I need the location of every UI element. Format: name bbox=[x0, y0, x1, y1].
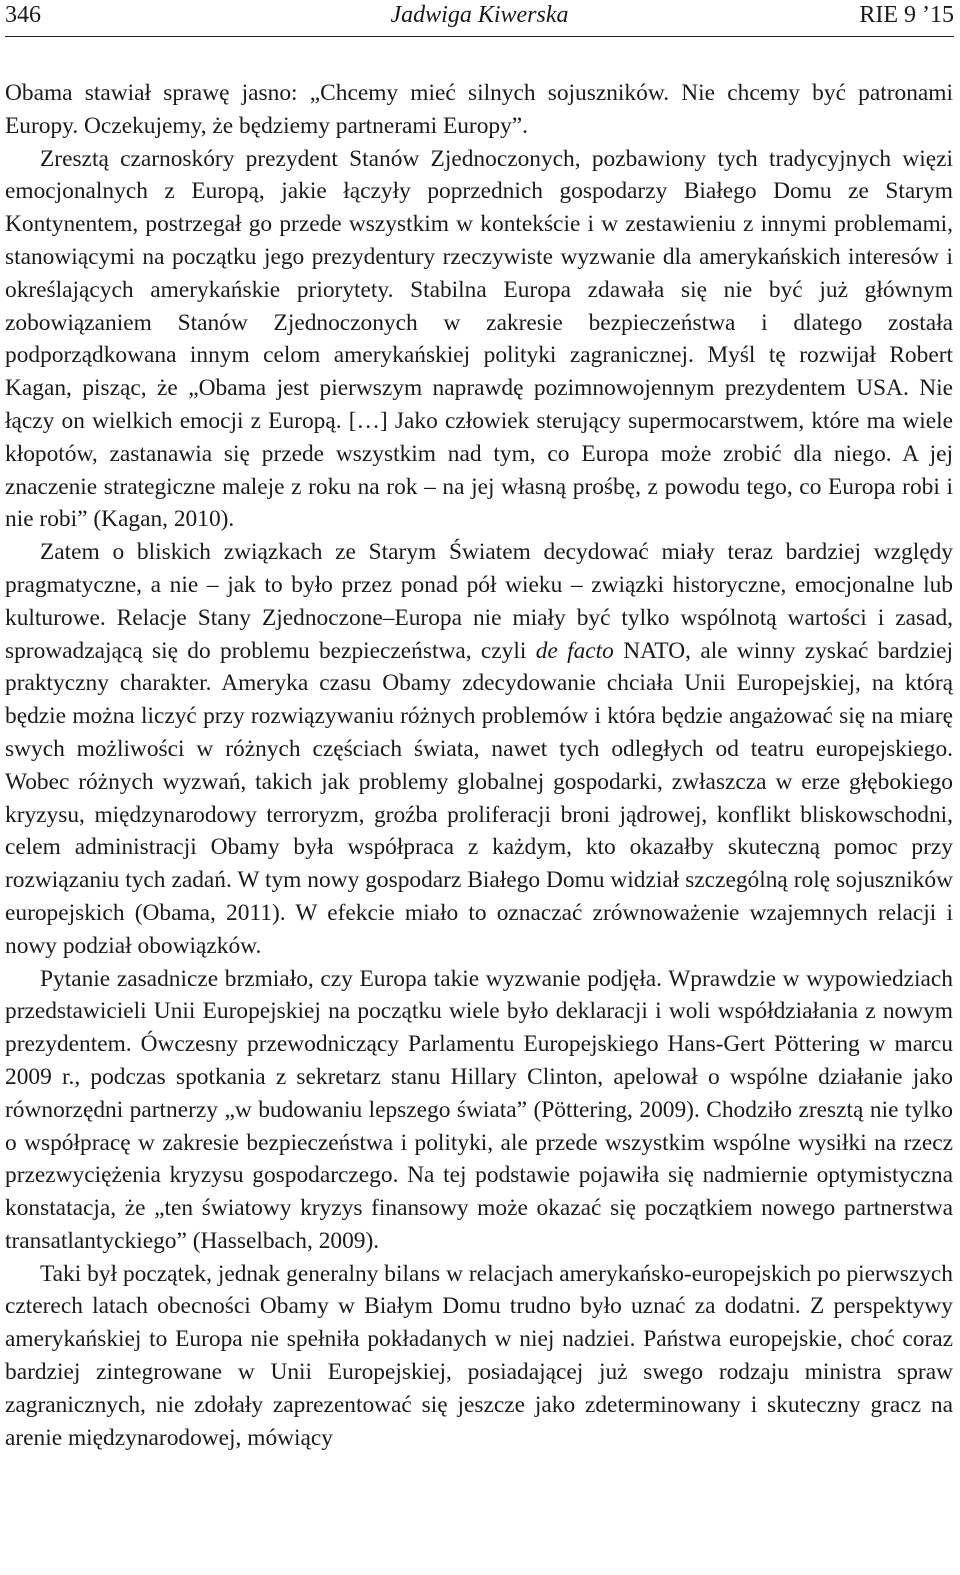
paragraph-3 bbox=[5, 536, 953, 962]
page-number: 346 bbox=[5, 2, 41, 28]
page-header bbox=[5, 0, 954, 34]
paragraph-5: Taki był początek, jednak generalny bilans w relacjach amerykańsko-europejskich po pierwszych czterech latach obecności Obamy w Białym Domu trudno było uznać za dodatni. Z perspektywy amerykańskiej to Europa nie spełniła pokładanych w niej nadziei. Państwa europejskie, choć coraz bardziej zintegrowane w Unii Europejskiej, posiadającej już swego rodzaju ministra spraw zagranicznych, nie zdołały zaprezentować się jeszcze jako zdeterminowany i skuteczny gracz na arenie międzynarodowej, mówiący bbox=[5, 1260, 953, 1451]
paragraph-3-italic-term: de facto bbox=[535, 637, 614, 664]
paragraph-1: Obama stawiał sprawę jasno: „Chcemy mieć silnych sojuszników. Nie chcemy być patronami Europy. Oczekujemy, że będziemy partnerami Europy”. bbox=[5, 80, 953, 139]
running-head-author: Jadwiga Kiwerska bbox=[390, 2, 569, 28]
running-head-journal: RIE 9 ’15 bbox=[859, 2, 954, 28]
header-rule bbox=[5, 36, 954, 37]
article-body bbox=[5, 77, 953, 1454]
paragraph-3-part-1: Zatem o bliskich związkach ze Starym Światem decydować miały teraz bardziej względy pragmatyczne, a nie – jak to było przez ponad pół wieku – związki historyczne, emocjonalne lub kulturowe. Relacje Stany Zjednoczone–Europa nie miały być tylko wspólnotą wartości i zasad, sprowadzającą się do problemu bezpieczeństwa, czyli bbox=[5, 539, 953, 664]
paragraph-2: Zresztą czarnoskóry prezydent Stanów Zjednoczonych, pozbawiony tych tradycyjnych więzi emocjonalnych z Europą, jakie łączyły poprzednich gospodarzy Białego Domu ze Starym Kontynentem, postrzegał go przede wszystkim w kontekście i w zestawieniu z innymi problemami, stanowiącymi na początku jego prezydentury rzeczywiste wyzwanie dla amerykańskich interesów i określających amerykańskie priorytety. Stabilna Europa zdawała się nie być już głównym zobowiązaniem Stanów Zjednoczonych w zakresie bezpieczeństwa i dlatego została podporządkowana innym celom amerykańskiej polityki zagranicznej. Myśl tę rozwijał Robert Kagan, pisząc, że „Obama jest pierwszym naprawdę pozimnowojennym prezydentem USA. Nie łączy on wielkich emocji z Europą. […] Jako człowiek sterujący supermocarstwem, które ma wiele kłopotów, zastanawia się przede wszystkim nad tym, co Europa może zrobić dla niego. A jej znaczenie strategiczne maleje z roku na rok – na jej własną prośbę, z powodu tego, co Europa robi i nie robi” (Kagan, 2010). bbox=[5, 145, 953, 533]
paragraph-4: Pytanie zasadnicze brzmiało, czy Europa takie wyzwanie podjęła. Wprawdzie w wypowiedziach przedstawicieli Unii Europejskiej na początku wiele było deklaracji i woli współdziałania z nowym prezydentem. Ówczesny przewodniczący Parlamentu Europejskiego Hans-Gert Pöttering w marcu 2009 r., podczas spotkania z sekretarz stanu Hillary Clinton, apelował o wspólne działanie jako równorzędni partnerzy „w budowaniu lepszego świata” (Pöttering, 2009). Chodziło zresztą nie tylko o współpracę w zakresie bezpieczeństwa i polityki, ale przede wszystkim wspólne wysiłki na rzecz przezwyciężenia kryzysu gospodarczego. Na tej podstawie pojawiła się nadmiernie optymistyczna konstatacja, że „ten światowy kryzys finansowy może okazać się początkiem nowego partnerstwa transatlantyckiego” (Hasselbach, 2009). bbox=[5, 965, 953, 1254]
paragraph-3-part-2: NATO, ale winny zyskać bardziej praktyczny charakter. Ameryka czasu Obamy zdecydowanie chciała Unii Europejskiej, na którą będzie można liczyć przy rozwiązywaniu różnych problemów i która będzie angażować się na miarę swych możliwości w różnych częściach świata, nawet tych odległych od teatru europejskiego. Wobec różnych wyzwań, takich jak problemy globalnej gospodarki, zwłaszcza w erze głębokiego kryzysu, międzynarodowy terroryzm, groźba proliferacji broni jądrowej, konflikt bliskowschodni, celem administracji Obamy była współpraca z każdym, kto okazałby skuteczną pomoc przy rozwiązaniu tych zadań. W tym nowy gospodarz Białego Domu widział szczególną rolę sojuszników europejskich (Obama, 2011). W efekcie miało to oznaczać zrównoważenie wzajemnych relacji i nowy podział obowiązków. bbox=[5, 637, 953, 959]
